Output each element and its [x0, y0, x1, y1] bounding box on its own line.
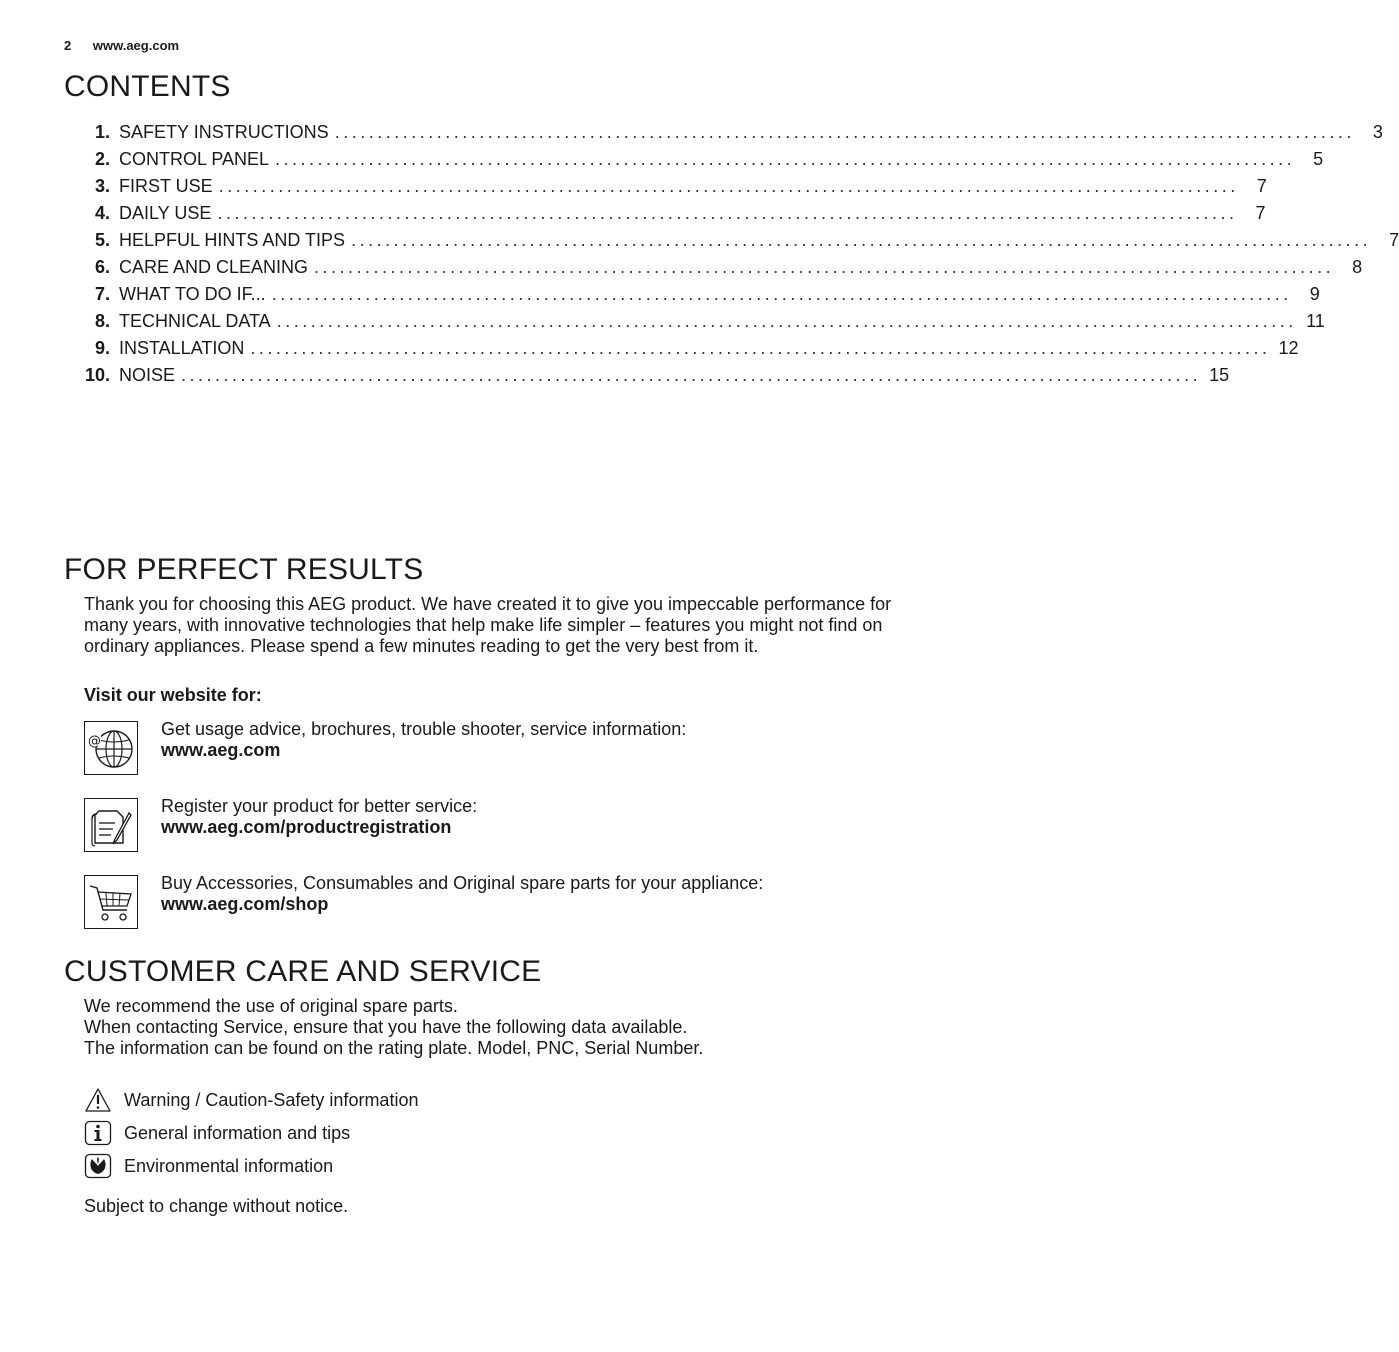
registration-form-icon — [84, 798, 138, 852]
customer-care-title: CUSTOMER CARE AND SERVICE — [64, 955, 542, 988]
svg-text:@: @ — [88, 734, 101, 749]
website-item-text — [161, 719, 686, 761]
toc-page-number: 8 — [1352, 257, 1363, 277]
toc-number: 1. — [94, 122, 110, 142]
toc-title: HELPFUL HINTS AND TIPS — [119, 230, 346, 250]
toc-dot-leader: ........................................................................................................................ — [218, 176, 1239, 196]
toc-row[interactable] — [80, 284, 1320, 311]
toc-page-number: 3 — [1372, 122, 1383, 142]
toc-row[interactable] — [80, 203, 1266, 230]
toc-title: CARE AND CLEANING — [119, 257, 309, 277]
toc-row[interactable] — [80, 149, 1324, 176]
page-number: 2 — [64, 38, 72, 53]
customer-care-text — [84, 996, 898, 1059]
legend-item-warning — [84, 1086, 418, 1114]
toc-row[interactable] — [80, 257, 1363, 284]
legend-item-info — [84, 1119, 350, 1147]
website-item-registration — [84, 798, 898, 854]
header-url[interactable]: www.aeg.com — [92, 38, 180, 53]
contents-title: CONTENTS — [64, 70, 231, 103]
toc-page-number: 5 — [1313, 149, 1324, 169]
care-line: We recommend the use of original spare parts. — [84, 996, 458, 1016]
legend-text: Warning / Caution-Safety information — [124, 1089, 419, 1110]
toc-number: 8. — [94, 311, 110, 331]
toc-row[interactable] — [80, 176, 1267, 203]
website-item-text — [161, 796, 477, 838]
toc-dot-leader: ........................................................................................................................ — [271, 284, 1292, 304]
toc-number: 10. — [84, 365, 110, 385]
website-item-description: Get usage advice, brochures, trouble shooter, service information: — [161, 719, 687, 739]
legend-item-environment — [84, 1152, 333, 1180]
website-link[interactable]: www.aeg.com — [161, 740, 281, 760]
footer-note: Subject to change without notice. — [84, 1196, 349, 1216]
page-header — [64, 38, 179, 53]
toc-dot-leader: ........................................................................................................................ — [334, 122, 1355, 142]
toc-number: 9. — [94, 338, 110, 358]
toc-title: NOISE — [119, 365, 176, 385]
toc-dot-leader: ........................................................................................................................ — [275, 149, 1296, 169]
visit-website-label: Visit our website for: — [84, 685, 262, 705]
toc-page-number: 15 — [1209, 365, 1230, 385]
toc-page-number: 7 — [1255, 203, 1266, 223]
toc-page-number: 11 — [1306, 311, 1325, 331]
toc-row[interactable] — [80, 311, 1325, 338]
intro-paragraph: Thank you for choosing this AEG product. We have created it to give you impeccable performance for many years, with innovative technologies that help make life simpler – features you might not find on ordinary appliances. Please spend a few minutes reading to get the very best from it. — [84, 594, 892, 656]
perfect-results-title: FOR PERFECT RESULTS — [64, 553, 424, 586]
website-link[interactable]: www.aeg.com/shop — [161, 894, 329, 914]
legend-text: General information and tips — [124, 1122, 351, 1143]
toc-number: 7. — [94, 284, 110, 304]
toc-dot-leader: ........................................................................................................................ — [181, 365, 1202, 385]
toc-title: SAFETY INSTRUCTIONS — [119, 122, 329, 142]
website-link[interactable]: www.aeg.com/productregistration — [161, 817, 452, 837]
toc-page-number: 9 — [1309, 284, 1320, 304]
environment-icon — [84, 1153, 112, 1179]
toc-title: FIRST USE — [119, 176, 213, 196]
toc-number: 3. — [94, 176, 110, 196]
toc-page-number: 7 — [1389, 230, 1399, 250]
toc-row[interactable] — [80, 122, 1383, 149]
website-item-text — [161, 873, 763, 915]
toc-dot-leader: ........................................................................................................................ — [314, 257, 1335, 277]
toc-title: TECHNICAL DATA — [119, 311, 271, 331]
website-item-shop — [84, 875, 898, 931]
website-item-description: Register your product for better service: — [161, 796, 478, 816]
toc-row[interactable] — [80, 365, 1230, 392]
toc-row[interactable] — [80, 230, 1399, 257]
table-of-contents — [80, 122, 1399, 392]
toc-dot-leader: ........................................................................................................................ — [351, 230, 1372, 250]
toc-title: INSTALLATION — [119, 338, 245, 358]
globe-at-icon — [84, 721, 138, 775]
shopping-cart-icon — [84, 875, 138, 929]
toc-dot-leader: ........................................................................................................................ — [276, 311, 1297, 331]
toc-title: WHAT TO DO IF... — [119, 284, 266, 304]
info-icon — [84, 1120, 112, 1146]
toc-number: 6. — [94, 257, 110, 277]
toc-number: 5. — [94, 230, 110, 250]
toc-page-number: 12 — [1278, 338, 1299, 358]
toc-number: 4. — [94, 203, 110, 223]
care-line: When contacting Service, ensure that you have the following data available. — [84, 1017, 688, 1037]
toc-number: 2. — [94, 149, 110, 169]
website-item-description: Buy Accessories, Consumables and Original spare parts for your appliance: — [161, 873, 764, 893]
toc-page-number: 7 — [1256, 176, 1267, 196]
toc-dot-leader: ........................................................................................................................ — [250, 338, 1271, 358]
toc-row[interactable] — [80, 338, 1299, 365]
care-line: The information can be found on the rating plate. Model, PNC, Serial Number. — [84, 1038, 704, 1058]
toc-title: DAILY USE — [119, 203, 212, 223]
website-item-usage-advice — [84, 721, 898, 777]
toc-title: CONTROL PANEL — [119, 149, 270, 169]
legend-text: Environmental information — [124, 1155, 334, 1176]
warning-icon — [84, 1087, 112, 1113]
toc-dot-leader: ........................................................................................................................ — [217, 203, 1238, 223]
